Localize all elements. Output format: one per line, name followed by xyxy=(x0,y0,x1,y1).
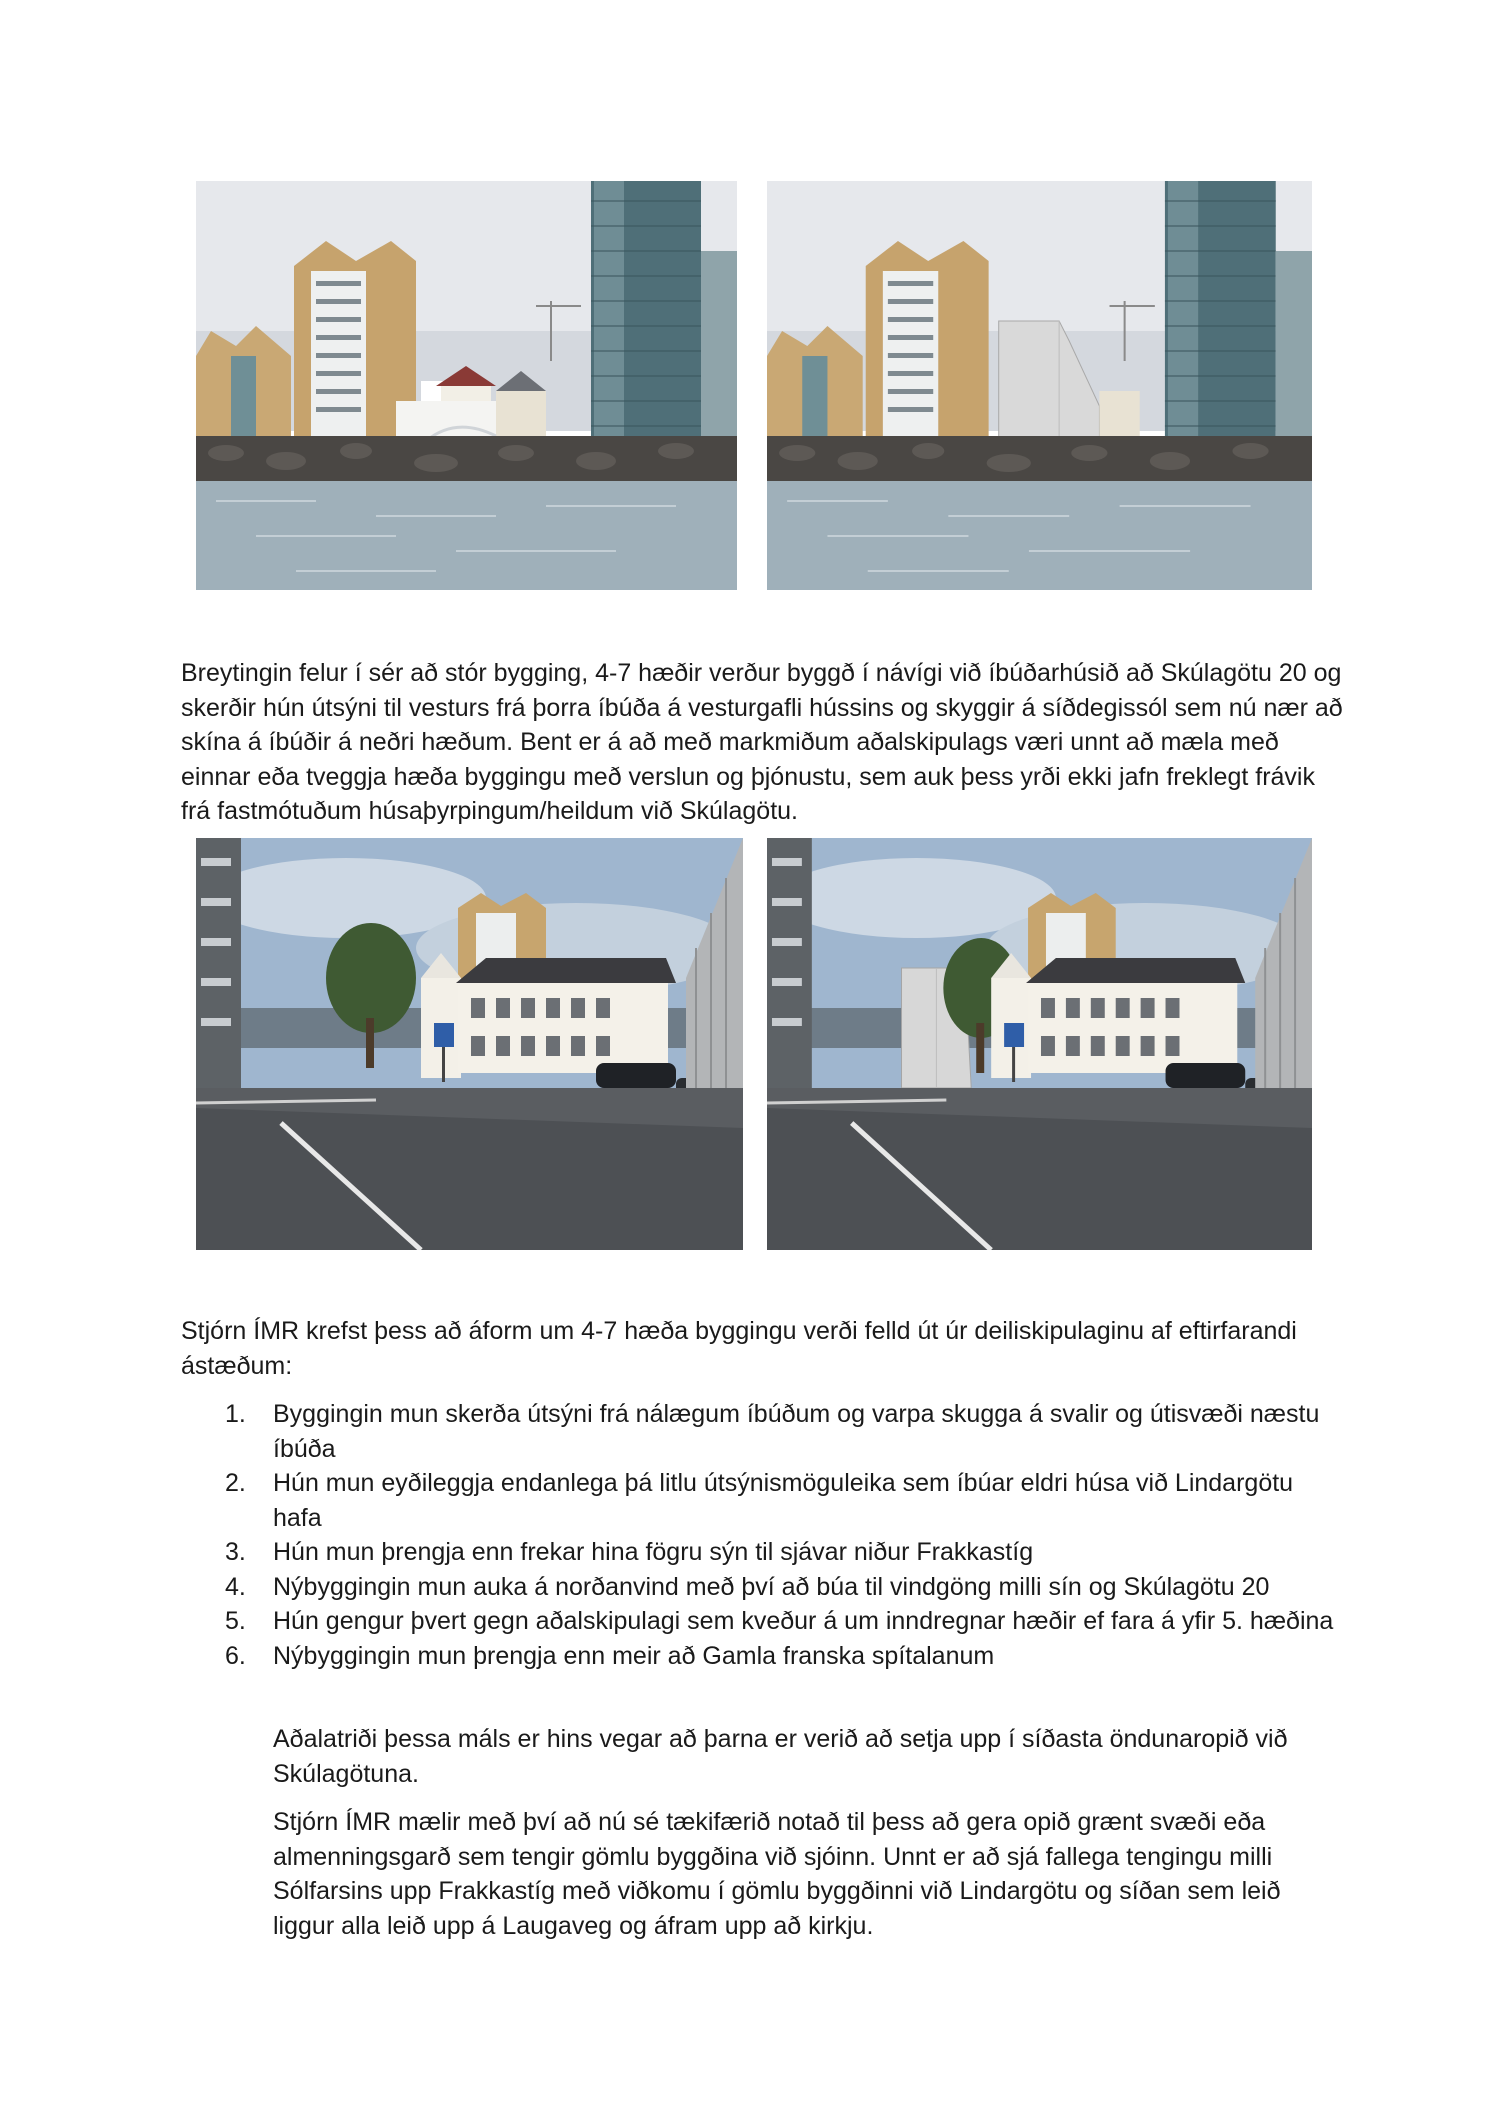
street-before-illustration xyxy=(196,838,743,1250)
list-item xyxy=(181,1397,1346,1466)
list-item xyxy=(181,1604,1346,1639)
harbor-after-illustration xyxy=(767,181,1312,590)
list-item xyxy=(181,1466,1346,1535)
list-number: 6. xyxy=(225,1641,246,1670)
list-text: Hún mun eyðileggja endanlega þá litlu útsýnismöguleika sem íbúar eldri húsa við Lindargötu hafa xyxy=(273,1469,1294,1532)
harbor-before-illustration xyxy=(196,181,737,590)
list-number: 3. xyxy=(225,1538,246,1566)
paragraph-3: Aðalatriði þessa máls er hins vegar að þarna er verið að setja upp í síðasta öndunaropið við Skúlagötuna. xyxy=(273,1725,1288,1788)
list-text: Byggingin mun skerða útsýni frá nálægum íbúðum og varpa skugga á svalir og útisvæði næstu íbúða xyxy=(273,1400,1320,1463)
list-item xyxy=(181,1639,1346,1674)
list-text: Nýbyggingin mun þrengja enn meir að Gamla franska spítalanum xyxy=(273,1641,995,1670)
list-text: Hún gengur þvert gegn aðalskipulagi sem kveður á um inndregnar hæðir ef fara á yfir 5. hæðina xyxy=(273,1607,1334,1635)
list-item xyxy=(181,1535,1346,1570)
list-item xyxy=(181,1570,1346,1605)
reasons-list xyxy=(181,1397,1346,1673)
list-number: 5. xyxy=(225,1607,246,1635)
list-number: 4. xyxy=(225,1572,246,1601)
paragraph-1: Breytingin felur í sér að stór bygging, 4-7 hæðir verður byggð í návígi við íbúðarhúsið að Skúlagötu 20 og skerðir hún útsýni til vesturs frá þorra íbúða á vesturgafli hússins og skyggir á síðdegissól sem nú nær að skína á íbúðir á neðri hæðum. Bent er á að með markmiðum aðalskipulags væri unnt að mæla með einnar eða tveggja hæða byggingu með verslun og þjónustu, sem auk þess yrði ekki jafn freklegt frávik frá fastmótuðum húsaþyrpingum/heildum við Skúlagötu. xyxy=(181,659,1343,825)
street-photo-before xyxy=(196,838,743,1250)
list-text: Hún mun þrengja enn frekar hina fögru sýn til sjávar niður Frakkastíg xyxy=(273,1538,1034,1566)
paragraph-4: Stjórn ÍMR mælir með því að nú sé tækifærið notað til þess að gera opið grænt svæði eða almenningsgarð sem tengir gömlu byggðina við sjóinn. Unnt er að sjá fallega tengingu milli Sólfarsins upp Frakkastíg með viðkomu í gömlu byggðinni við Lindargötu og síðan sem leið liggur alla leið upp á Laugaveg og áfram upp að kirkju. xyxy=(273,1808,1281,1940)
street-after-illustration xyxy=(767,838,1312,1250)
list-number: 2. xyxy=(225,1469,246,1497)
list-number: 1. xyxy=(225,1400,246,1428)
paragraph-2: Stjórn ÍMR krefst þess að áform um 4-7 hæða byggingu verði felld út úr deiliskipulaginu af eftirfarandi ástæðum: xyxy=(181,1317,1297,1380)
street-photo-after xyxy=(767,838,1312,1250)
harbor-photo-after xyxy=(767,181,1312,590)
harbor-photo-before xyxy=(196,181,737,590)
list-text: Nýbyggingin mun auka á norðanvind með því að búa til vindgöng milli sín og Skúlagötu 20 xyxy=(273,1572,1270,1601)
